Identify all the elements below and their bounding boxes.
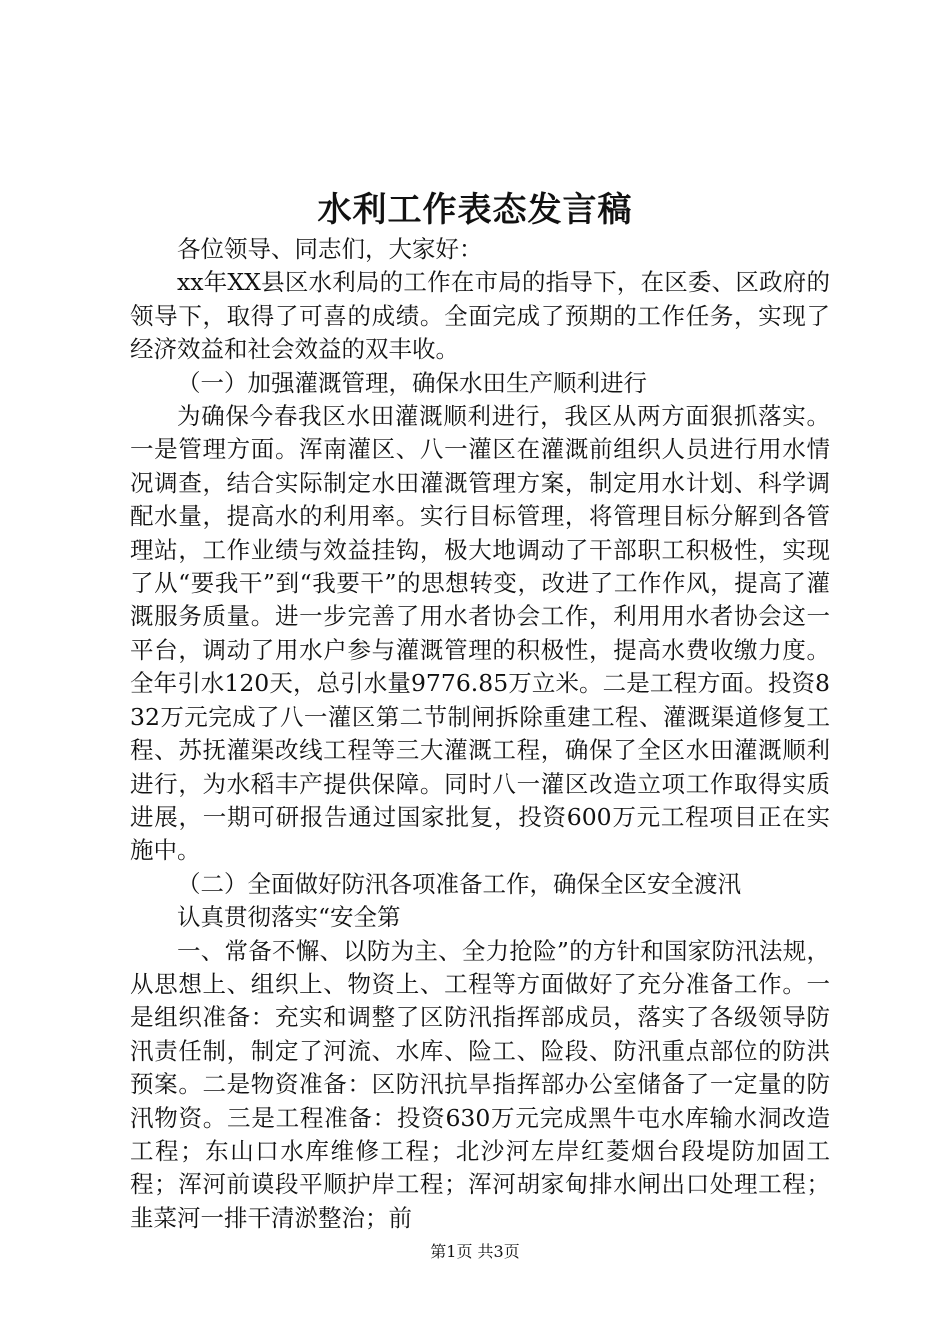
greeting-paragraph: 各位领导、同志们，大家好： [177,235,483,263]
section-one-paragraph: 为确保今春我区水田灌溉顺利进行，我区从两方面狠抓落实。一是管理方面。浑南灌区、八一灌区在灌溉前组织人员进行用水情况调查，结合实际制定水田灌溉管理方案，制定用水计划、科学调配水量，提高水的利用率。实行目标管理，将管理目标分解到各管理站，工作业绩与效益挂钩，极大地调动了干部职工积极性，实现了从“要我干”到“我要干”的思想转变，改进了工作作风，提高了灌溉服务质量。进一步完善了用水者协会工作，利用用水者协会这一平台，调动了用水户参与灌溉管理的积极性，提高水费收缴力度。全年引水120天，总引水量9776.85万立米。二是工程方面。投资832万元完成了八一灌区第二节制闸拆除重建工程、灌溉渠道修复工程、苏抚灌渠改线工程等三大灌溉工程，确保了全区水田灌溉顺利进行，为水稻丰产提供保障。同时八一灌区改造立项工作取得实质进展，一期可研报告通过国家批复，投资600万元工程项目正在实施中。 [130,402,830,865]
section-two-heading: （二）全面做好防汛各项准备工作，确保全区安全渡汛 [177,869,741,898]
section-one-heading: （一）加强灌溉管理，确保水田生产顺利进行 [177,368,647,397]
document-title: 水利工作表态发言稿 [317,190,633,230]
section-two-lead-paragraph: 认真贯彻落实“安全第 [177,903,401,932]
section-two-paragraph: 一、常备不懈、以防为主、全力抢险”的方针和国家防汛法规，从思想上、组织上、物资上、工程等方面做好了充分准备工作。一是组织准备：充实和调整了区防汛指挥部成员，落实了各级领导防汛责任制，制定了河流、水库、险工、险段、防汛重点部位的防洪预案。二是物资准备：区防汛抗旱指挥部办公室储备了一定量的防汛物资。三是工程准备：投资630万元完成黑牛屯水库输水洞改造工程；东山口水库维修工程；北沙河左岸红菱烟台段堤防加固工程；浑河前谟段平顺护岸工程；浑河胡家甸排水闸出口处理工程；韭菜河一排干清淤整治；前 [130,936,830,1232]
page-number: 第1页 共3页 [430,1242,520,1261]
intro-paragraph: xx年XX县区水利局的工作在市局的指导下，在区委、区政府的领导下，取得了可喜的成绩。全面完成了预期的工作任务，实现了经济效益和社会效益的双丰收。 [130,268,830,364]
document-body [130,233,830,1235]
